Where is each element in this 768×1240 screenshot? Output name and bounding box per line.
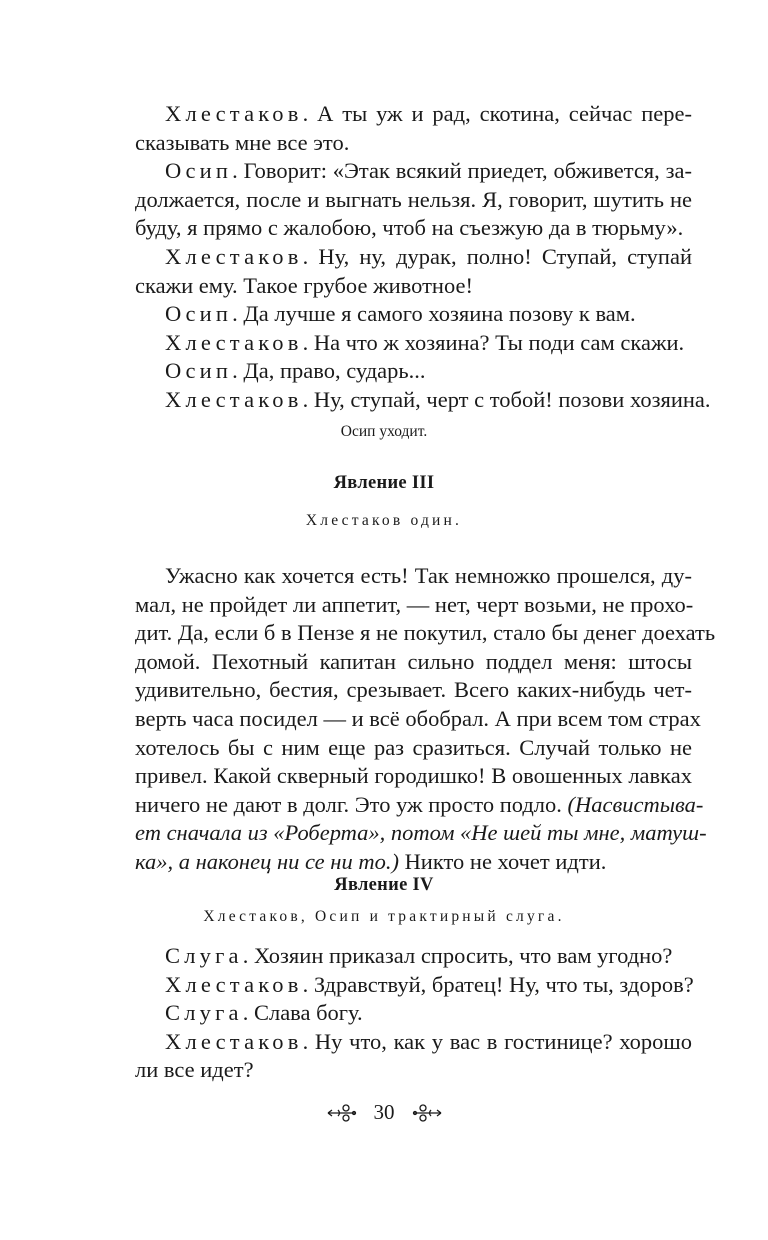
text-line (135, 705, 701, 734)
line-text: дит. Да, если б в Пензе я не покутил, стало бы денег доехать (135, 620, 716, 646)
speaker-name: Хлестаков (165, 386, 303, 412)
line-text: хотелось бы с ним еще раз сразиться. Случай только не (135, 734, 692, 760)
speaker-name: Хлестаков (165, 243, 303, 269)
text-line (135, 848, 692, 877)
text-line (135, 329, 692, 358)
ornament-right-icon (409, 1103, 443, 1123)
text-line (135, 243, 692, 272)
text-line (135, 619, 716, 648)
line-text: . Здравствуй, братец! Ну, что ты, здоров? (302, 971, 694, 997)
monologue-block (135, 562, 716, 877)
stage-direction: Осип уходит. (340, 423, 428, 440)
dialogue-block-2 (135, 942, 692, 1085)
page-footer (0, 1100, 768, 1125)
text-line (135, 791, 704, 820)
text-line (135, 186, 692, 215)
speaker-name: Слуга (165, 943, 243, 968)
text-line (135, 157, 692, 186)
line-text: удивительно, бестия, срезывает. Всего каких-нибудь чет- (135, 677, 692, 703)
scene-heading-3: Явление III (333, 473, 435, 493)
speaker-name: Хлестаков (165, 101, 303, 126)
scene-heading-4: Явление IV (334, 875, 434, 895)
text-line (135, 100, 692, 129)
text-line (135, 300, 692, 329)
speaker-name: Хлестаков (165, 971, 303, 997)
line-text: сказывать мне все это. (135, 129, 350, 155)
stage-direction-text: ка», а наконец ни се ни то.) (135, 848, 399, 874)
text-line (135, 648, 692, 677)
line-text: . Да, право, сударь... (232, 358, 426, 384)
text-line (135, 386, 711, 415)
text-line (135, 1056, 692, 1085)
text-line (135, 676, 692, 705)
text-line (135, 357, 692, 386)
line-text: . А ты уж и рад, скотина, сейчас пере- (302, 101, 692, 126)
text-line (135, 734, 692, 763)
line-text: . Говорит: «Этак всякий приедет, обживется, за- (232, 158, 692, 184)
line-text: . Хозяин приказал спросить, что вам угодно? (242, 943, 673, 968)
page-number: 30 (373, 1100, 395, 1124)
line-text: . Ну, ну, дурак, полно! Ступай, ступай (302, 243, 692, 269)
speaker-name: Хлестаков (165, 329, 303, 355)
text-line (135, 762, 692, 791)
scene-cast-4: Хлестаков, Осип и трактирный слуга. (203, 908, 565, 925)
line-text: ничего не дают в долг. Это уж просто подло. (135, 791, 568, 817)
speaker-name: Осип (165, 301, 233, 327)
text-line (135, 1028, 692, 1057)
ornament-left-icon (326, 1103, 360, 1123)
speaker-name: Осип (165, 358, 233, 384)
text-line (135, 971, 692, 1000)
dialogue-block-1 (135, 100, 711, 415)
text-line (135, 999, 692, 1028)
line-text: Ужасно как хочется есть! Так немножко прошелся, ду- (165, 563, 692, 588)
line-text: должается, после и выгнать нельзя. Я, говорит, шутить не (135, 186, 692, 212)
text-line (135, 591, 692, 620)
line-text: . На что ж хозяина? Ты поди сам скажи. (302, 329, 685, 355)
line-text: мал, не пройдет ли аппетит, — нет, черт возьми, не прохо- (135, 591, 694, 617)
line-text: верть часа посидел — и всё обобрал. А при всем том страх (135, 705, 701, 731)
text-line (135, 942, 692, 971)
speaker-name: Слуга (165, 1000, 243, 1026)
line-text: ли все идет? (135, 1057, 254, 1083)
text-line (135, 819, 707, 848)
stage-direction-text: ет сначала из «Роберта», потом «Не шей ты мне, матуш- (135, 820, 707, 846)
line-text: . Слава богу. (242, 1000, 363, 1026)
speaker-name: Осип (165, 158, 233, 184)
text-line (135, 562, 692, 591)
line-text: Никто не хочет идти. (398, 848, 607, 874)
line-text: . Ну, ступай, черт с тобой! позови хозяина. (302, 386, 711, 412)
speaker-name: Хлестаков (165, 1028, 303, 1054)
stage-direction-text: (Насвистыва- (567, 791, 704, 817)
text-line (135, 272, 692, 301)
line-text: скажи ему. Такое грубое животное! (135, 272, 473, 298)
line-text: . Да лучше я самого хозяина позову к вам. (232, 301, 636, 327)
scene-cast-3: Хлестаков один. (305, 512, 463, 529)
text-line (135, 214, 692, 243)
line-text: домой. Пехотный капитан сильно поддел меня: штосы (135, 648, 692, 674)
line-text: привел. Какой скверный городишко! В овошенных лавках (135, 763, 692, 789)
line-text: буду, я прямо с жалобою, чтоб на съезжую да в тюрьму». (135, 215, 684, 241)
line-text: . Ну что, как у вас в гостинице? хорошо (302, 1028, 692, 1054)
text-line (135, 129, 692, 158)
